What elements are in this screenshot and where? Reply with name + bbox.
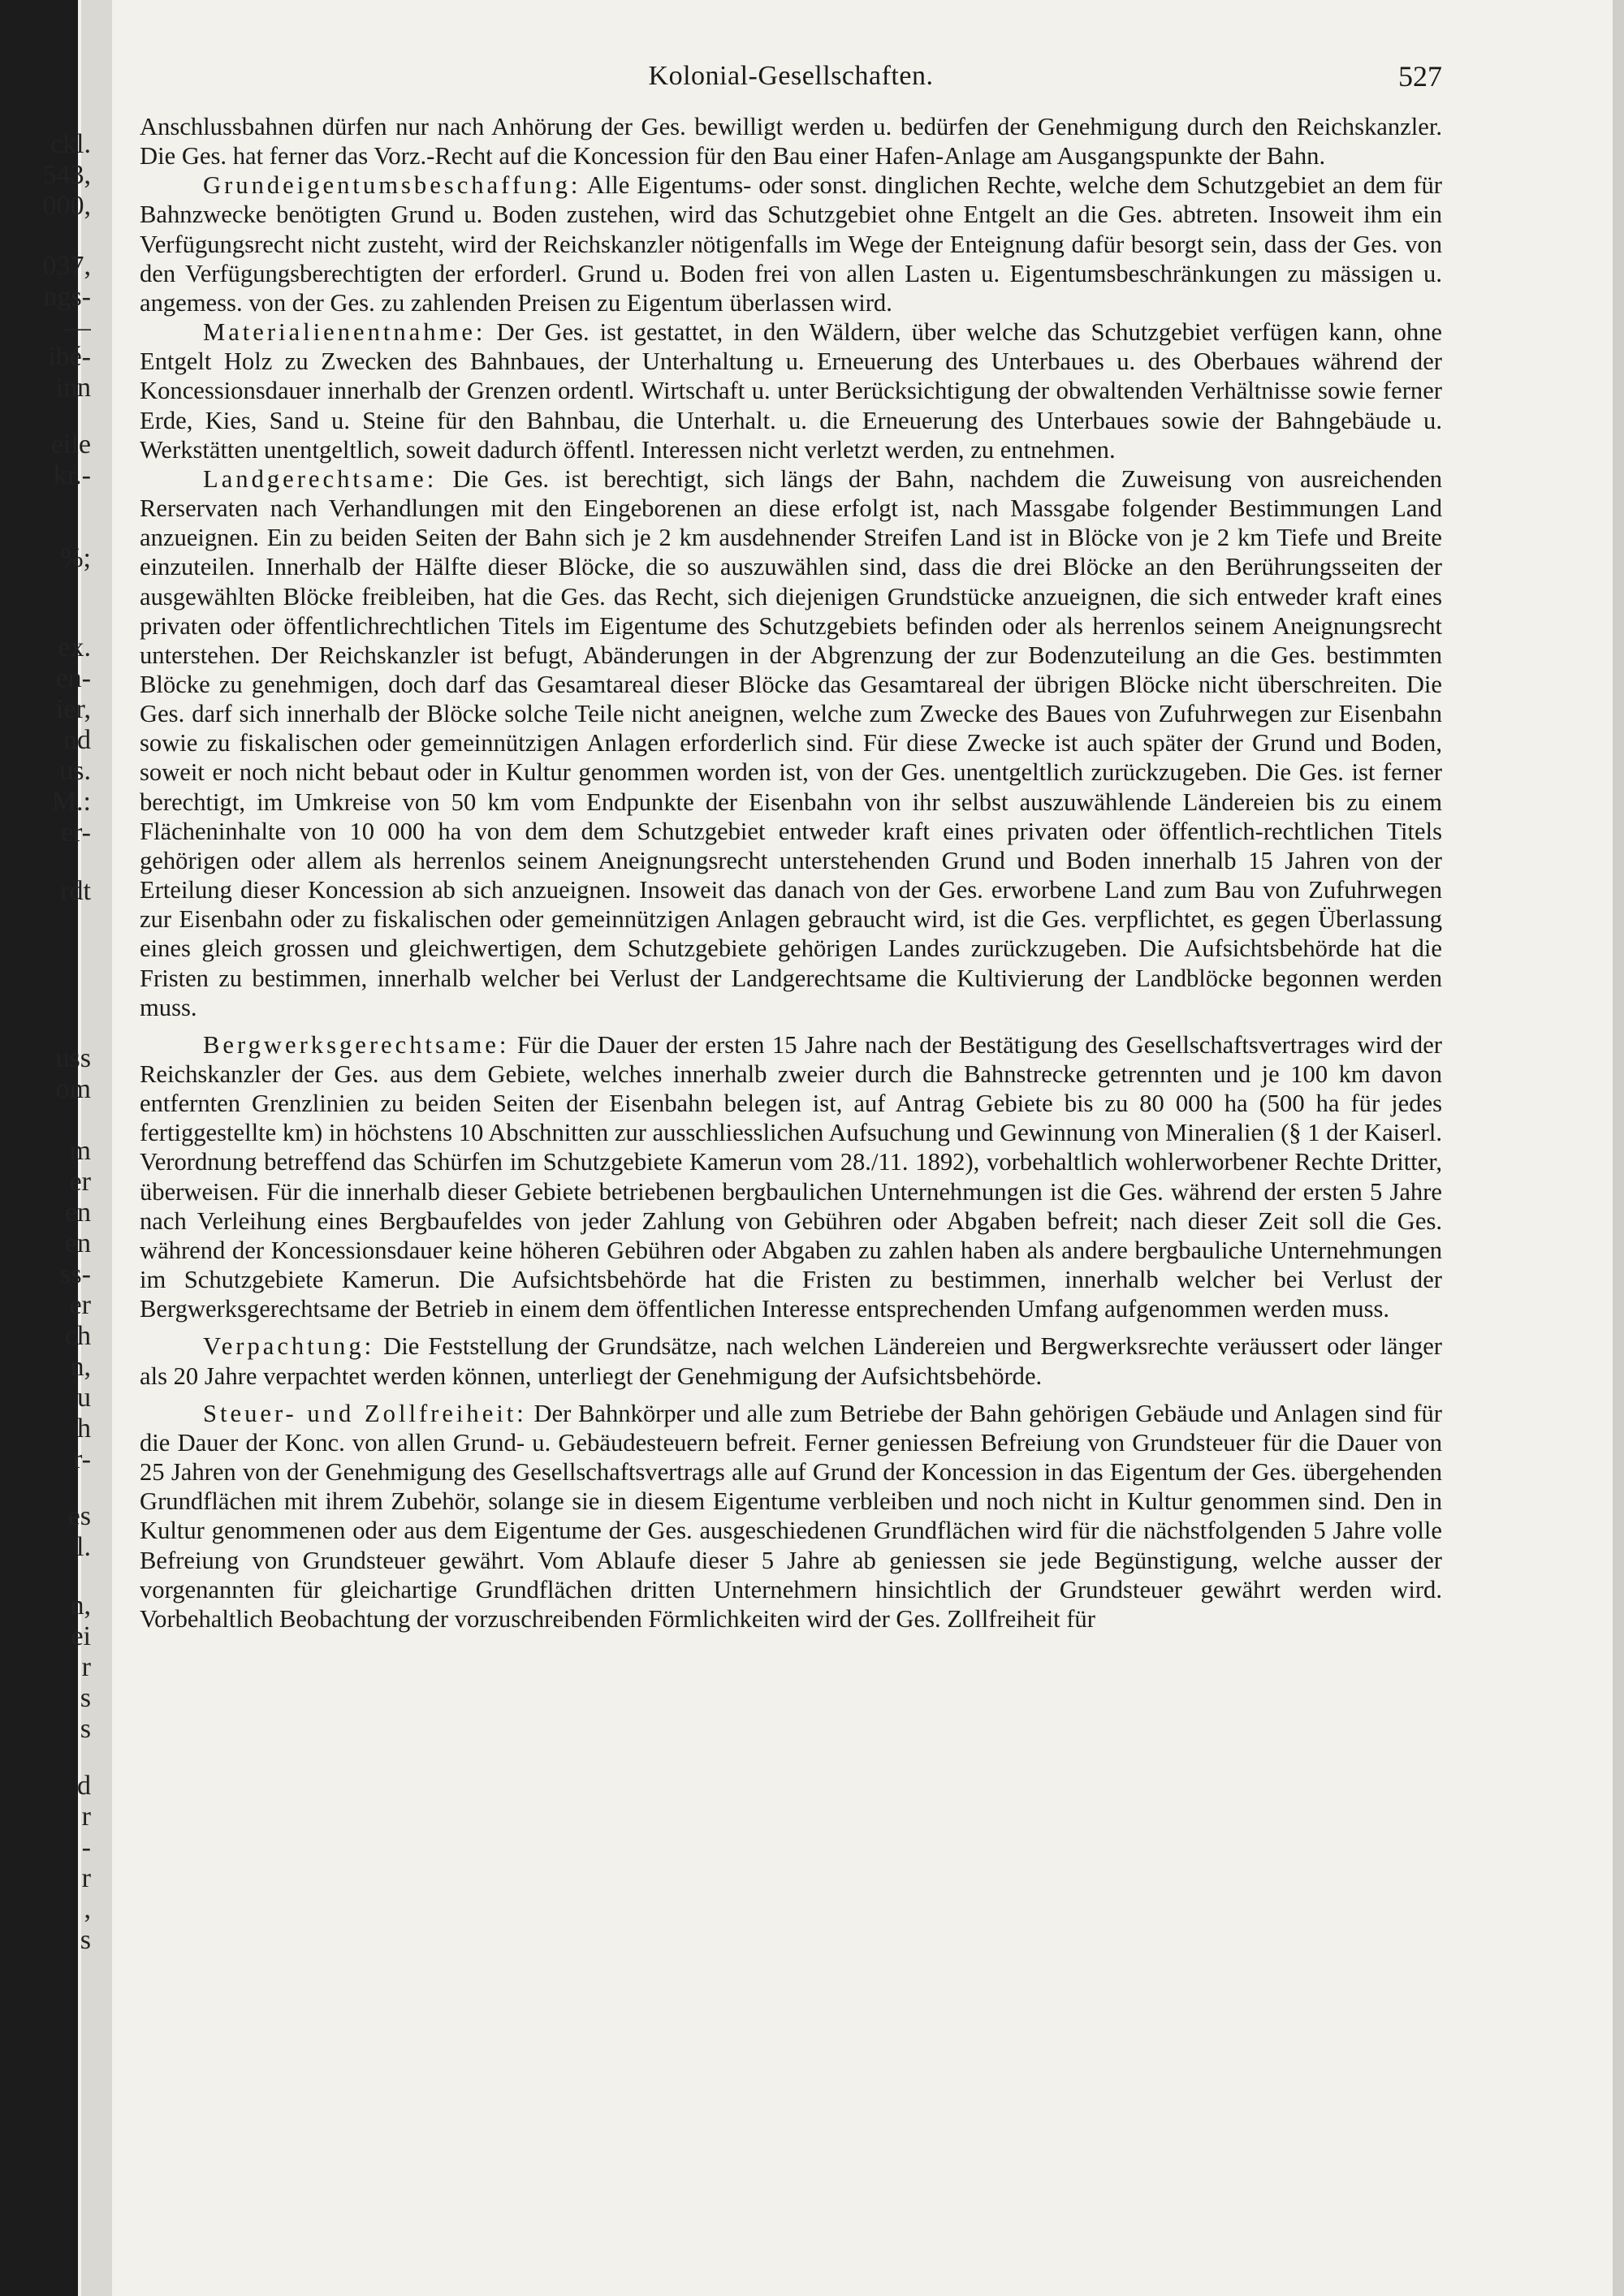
bleed-fragment: en-	[55, 664, 91, 693]
bleed-fragment: rdt	[60, 877, 91, 906]
bleed-fragment: eile	[50, 430, 91, 460]
paragraph-materialienentnahme	[140, 317, 1442, 464]
bleed-fragment: %;	[60, 544, 91, 573]
bleed-fragment: er	[69, 1167, 91, 1197]
bleed-fragment: 000,	[42, 192, 91, 221]
bleed-fragment: s	[80, 1926, 91, 1955]
section-heading: Grundeigentumsbeschaffung:	[203, 171, 581, 200]
bleed-fragment: h	[77, 1414, 91, 1444]
bleed-fragment: 037,	[42, 252, 91, 281]
paragraph-text: Der Bahnkörper und alle zum Betriebe der Bahn gehörigen Gebäude und Anlagen sind für die Dauer der Konc. von allen Grund- u. Gebäudesteuern befreit. Ferner geniessen Befreiung von Grundsteuer für die Dauer von 25 Jahren von der Genehmigung des Gesellschaftsvertrags alle auf Grund der Koncession in das Eigentum der Ges. übergehenden Grundflächen mit ihrem Zubehör, solange sie in diesem Eigentume verbleiben und noch nicht in Kultur genommen sind. Den in Kultur genommenen oder aus dem Eigentume der Ges. ausgeschiedenen Grundflächen wird für die nächstfolgenden 5 Jahre volle Befreiung von Grundsteuer gewährt. Vom Ablaufe dieser 5 Jahre ab geniessen sie jede Begünstigung, welche ausser der vorgenannten für gleichartige Grundflächen dritten Unternehmern hinsichtlich der Grundsteuer gewährt werden wird. Vorbehaltlich Beobachtung der vorzuschreibenden Förmlichkeiten wird der Ges. Zollfreiheit für	[140, 1399, 1442, 1633]
section-heading: Bergwerksgerechtsame:	[203, 1030, 510, 1059]
paragraph-bergwerksgerechtsame	[140, 1030, 1442, 1324]
section-heading: Landgerechtsame:	[203, 464, 438, 493]
bleed-fragment: nd	[63, 726, 91, 755]
paragraph-anschlussbahnen	[140, 112, 1442, 170]
bleed-fragment: ex.	[58, 633, 91, 662]
paragraph-text: Anschlussbahnen dürfen nur nach Anhörung der Ges. bewilligt werden u. bedürfen der Genehmigung durch den Reichskanzler. Die Ges. hat ferner das Vorz.-Recht auf die Koncession für den Bau einer Hafen-Anlage am Ausgangspunkte der Bahn.	[140, 113, 1442, 170]
bleed-fragment: r	[81, 1864, 91, 1893]
bleed-fragment: ibé-	[48, 343, 91, 372]
paragraph-text: Alle Eigentums- oder sonst. dinglichen Rechte, welche dem Schutzgebiet an dem für Bahnzwecke benötigten Grund u. Boden zustehen, wird das Schutzgebiet ohne Entgelt an die Ges. abtreten. Insoweit ihm ein Verfügungsrecht nicht zusteht, wird der Reichskanzler nötigenfalls im Wege der Enteignung dafür besorgt sein, dass der Ges. von den Verfügungsberechtigten der erforderl. Grund u. Boden frei von allen Lasten u. Eigentumsbeschränkungen zu mässigen u. angemess. von der Ges. zu zahlenden Preisen zu Eigentum überlassen wird.	[140, 171, 1442, 317]
bleed-fragment: er-	[60, 818, 91, 848]
page-title: Kolonial-Gesellschaften.	[648, 61, 934, 91]
bleed-fragment: en	[64, 1229, 91, 1258]
bleed-fragment: ,	[84, 1895, 91, 1924]
section-heading: Steuer- und Zollfreiheit:	[203, 1399, 527, 1427]
bleed-fragment: d	[77, 1772, 91, 1801]
bleed-fragment: om	[55, 1075, 91, 1104]
bleed-fragment: en	[64, 1198, 91, 1228]
bleed-fragment: s	[80, 1715, 91, 1744]
paragraph-landgerechtsame	[140, 464, 1442, 1022]
paragraph-text: Die Feststellung der Grundsätze, nach welchen Ländereien und Bergwerksrechte veräussert oder länger als 20 Jahre verpachtet werden können, unterliegt der Genehmigung der Aufsichtsbehörde.	[140, 1332, 1442, 1390]
bleed-fragment: ckl.	[50, 130, 91, 159]
bleed-fragment: r	[81, 1653, 91, 1682]
bleed-fragment: M.:	[51, 788, 91, 817]
bleed-fragment: ier,	[56, 695, 91, 724]
bleed-fragment: us.	[59, 757, 91, 786]
paragraph-text: Der Ges. ist gestattet, in den Wäldern, über welche das Schutzgebiet verfügen kann, ohne Entgelt Holz zu Zwecken des Bahnbaues, der Unterhaltung u. Erneuerung des Unterbaues u. des Oberbaues während der Koncessionsdauer innerhalb der Grenzen ordentl. Wirtschaft u. unter Berücksichtigung der obwaltenden Verhältnisse sowie ferner Erde, Kies, Sand u. Steine für den Bahnbau, die Unterhalt. u. die Erneuerung des Unterbaues sowie der Bahngebäude u. Werkstätten unentgeltlich, soweit dadurch öffentl. Interessen nicht verletzt werden, zu entnehmen.	[140, 318, 1442, 464]
bleed-fragment: er	[69, 1291, 91, 1320]
paragraph-grundeigentumsbeschaffung	[140, 170, 1442, 317]
bleed-fragment: r	[81, 1802, 91, 1832]
bleed-fragment: 543,	[42, 161, 91, 190]
bleed-fragment: u	[77, 1383, 91, 1413]
paragraph-steuer-zollfreiheit	[140, 1399, 1442, 1634]
running-header	[140, 58, 1442, 106]
paragraph-verpachtung	[140, 1331, 1442, 1390]
document-page	[140, 58, 1442, 1634]
bleed-fragment: l.	[76, 1533, 91, 1562]
bleed-fragment: inn	[55, 373, 91, 403]
bleed-fragment: ngs-	[43, 283, 91, 312]
section-heading: Materialienentnahme:	[203, 318, 486, 347]
bleed-fragment: kr.-	[53, 461, 91, 490]
page-edge	[1613, 0, 1624, 2296]
bleed-fragment: r-	[73, 1445, 91, 1474]
bleed-fragment: s	[80, 1684, 91, 1713]
bleed-fragment: —	[63, 313, 91, 343]
page-number: 527	[1398, 60, 1442, 93]
paragraph-text: Die Ges. ist berechtigt, sich längs der Bahn, nachdem die Zuweisung von ausreichenden Rerservaten nach Verhandlungen mit den Eingeborenen an diese erfolgt ist, nach Massgabe folgender Bestimmungen Land anzueignen. Ein zu beiden Seiten der Bahn sich je 2 km ausdehnender Streifen Land ist in Blöcke von je 2 km Tiefe und Breite einzuteilen. Innerhalb der Hälfte dieser Blöcke, die so auszuwählen sind, dass die drei Blöcke an den Berührungsseiten der ausgewählten Blöcke freibleiben, hat die Ges. das Recht, sich diejenigen Grundstücke anzueignen, die sich entweder kraft eines privaten oder öffentlichrechtlichen Titels im Eigentume des Schutzgebiets befinden oder als herrenlos seinem Aneignungsrecht unterstehen. Der Reichskanzler ist befugt, Abänderungen in der Abgrenzung der zur Bodenzuteilung an die Ges. bestimmten Blöcke zu genehmigen, doch darf das Gesamtareal dieser Blöcke das Gesamtareal der übrigen Blöcke nicht überschreiten. Die Ges. darf sich innerhalb der Blöcke solche Teile nicht aneignen, welche zum Zwecke des Baues von Zufuhrwegen zur Eisenbahn sowie zu fiskalischen oder gemeinnützigen Anlagen erforderlich sind. Für diese Zwecke ist auch später der Grund und Boden, soweit er noch nicht bebaut oder in Kultur genommen worden ist, von der Ges. unentgeltlich zurückzugeben. Die Ges. ist ferner berechtigt, im Umkreise von 50 km vom Endpunkte der Eisenbahn von ihr selbst auszuwählende Ländereien bis zu einem Flächeninhalte von 10 000 ha von dem dem Schutzgebiet entweder kraft eines privaten oder öffentlich-rechtlichen Titels gehörigen oder allem als herrenlos seinem Aneignungsrecht unterstehenden Grund und Boden innerhalb 15 Jahren von der Erteilung dieser Koncession ab sich anzueignen. Insoweit das danach von der Ges. erworbene Land zum Bau von Zufuhrwegen zur Eisenbahn oder zu fiskalischen oder gemeinnützigen Anlagen gebraucht wird, ist die Ges. verpflichtet, es gegen Überlassung eines gleich grossen und gleichwertigen, dem Schutzgebiete gehörigen Landes zurückzugeben. Die Aufsichtsbehörde hat die Fristen zu bestimmen, innerhalb welcher bei Verlust der Landgerechtsame die Kultivierung der Landblöcke begonnen werden muss.	[140, 464, 1442, 1021]
bleed-fragment: n,	[70, 1591, 91, 1621]
bleed-fragment: ss-	[60, 1260, 91, 1289]
bleed-fragment: -	[81, 1833, 91, 1862]
bleed-fragment: ch	[64, 1322, 91, 1351]
bleed-fragment: m	[69, 1137, 91, 1166]
section-heading: Verpachtung:	[203, 1332, 375, 1361]
bleed-fragment: es	[67, 1502, 91, 1531]
bleed-fragment: uss	[55, 1044, 91, 1073]
bleed-fragment: ei	[71, 1622, 91, 1651]
paragraph-text: Für die Dauer der ersten 15 Jahre nach der Bestätigung des Gesellschaftsvertrages wird der Reichskanzler der Ges. aus dem Gebiete, welches innerhalb zweier durch die Bahnstrecke getrennten und je 100 km davon entfernten Grenzlinien zu beiden Seiten der Eisenbahn belegen ist, auf Antrag Gebiete bis zu 80 000 ha (500 ha für jedes fertiggestellte km) in höchstens 10 Abschnitten zur ausschliesslichen Aufsuchung und Gewinnung von Mineralien (§ 1 der Kaiserl. Verordnung betreffend das Schürfen im Schutzgebiete Kamerun vom 28./11. 1892), vorbehaltlich wohlerworbener Rechte Dritter, überweisen. Für die innerhalb dieser Gebiete betriebenen bergbaulichen Unternehmungen ist die Ges. während der ersten 5 Jahre nach Verleihung eines Bergbaufeldes von jeder Zahlung von Gebühren oder Abgaben befreit; nach dieser Zeit soll die Ges. während der Koncessionsdauer keine höheren Gebühren oder Abgaben zu zahlen haben als andere bergbauliche Unternehmungen im Schutzgebiete Kamerun. Die Aufsichtsbehörde hat die Fristen zu bestimmen, innerhalb welcher bei Verlust der Bergwerksgerechtsame der Betrieb in einem dem öffentlichen Interesse entsprechenden Umfang aufgenommen werden muss.	[140, 1030, 1442, 1323]
bleed-fragment: n,	[70, 1353, 91, 1382]
